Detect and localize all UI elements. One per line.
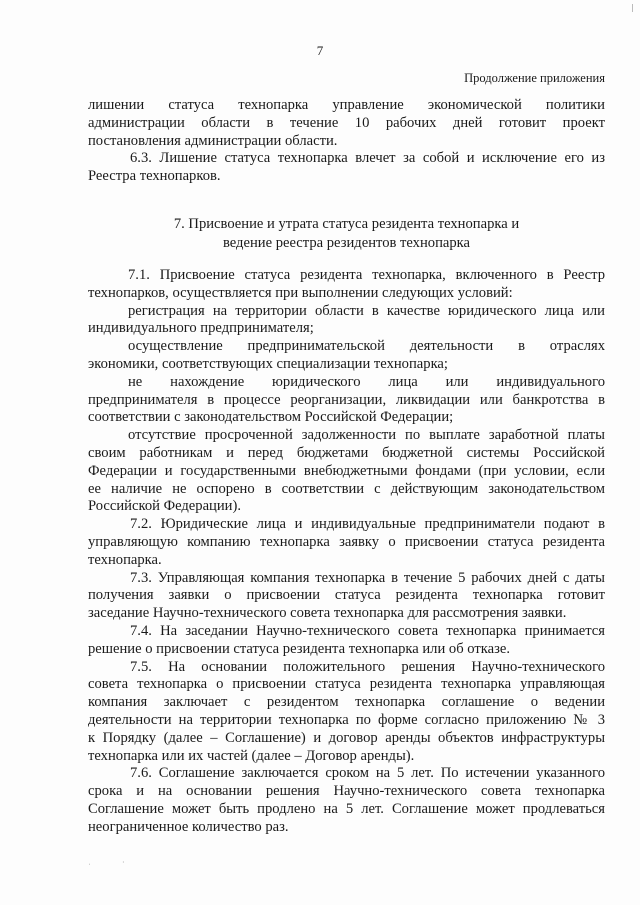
text-line: Российской Федерации). <box>88 498 241 515</box>
section-7-body <box>88 267 605 837</box>
text-line: лишении статуса технопарка управление экономической политики <box>88 97 605 113</box>
text-line: технопарка или их частей (далее – Договор аренды). <box>88 747 415 764</box>
continuation-note: Продолжение приложения <box>464 71 605 85</box>
text-line: 7.6. Соглашение заключается сроком на 5 лет. По истечении указанного <box>130 765 605 782</box>
text-line: администрации области в течение 10 рабочих дней готовит проект <box>88 114 605 131</box>
text-line: не нахождение юридического лица или индивидуального <box>128 373 605 390</box>
text-line: получения заявки о присвоении статуса резидента технопарка готовит <box>88 587 605 604</box>
text-line: 7.1. Присвоение статуса резидента технопарка, включенного в Реестр <box>128 267 605 283</box>
section-6-tail <box>88 97 605 186</box>
text-line: индивидуального предпринимателя; <box>88 320 314 337</box>
text-line: заседание Научно-технического совета технопарка для рассмотрения заявки. <box>88 605 567 622</box>
text-line: к Порядку (далее – Соглашение) и договор аренды объектов инфраструктуры <box>88 729 605 746</box>
text-line: Федерации и государственными внебюджетными фондами (при условии, если <box>88 462 605 479</box>
text-line: своим работникам и перед бюджетами бюджетной системы Российской <box>88 444 605 461</box>
text-line: регистрация на территории области в качестве юридического лица или <box>128 302 605 319</box>
text-line: совета технопарка о присвоении статуса резидента технопарка управляющая <box>88 676 605 693</box>
section-7-heading <box>88 215 605 252</box>
text-line: 7.3. Управляющая компания технопарка в течение 5 рабочих дней с даты <box>130 569 605 586</box>
text-line: управляющую компанию технопарка заявку о присвоении статуса резидента <box>88 533 605 550</box>
text-line: предпринимателя в процессе реорганизации, ликвидации или банкротства в <box>88 391 605 408</box>
scan-speck: ˌ <box>88 856 91 865</box>
page-number: 7 <box>316 43 324 58</box>
heading-line: ведение реестра резидентов технопарка <box>222 234 471 251</box>
text-line: Соглашение может быть продлено на 5 лет. Соглашение может продлеваться <box>88 800 605 817</box>
text-line: постановления администрации области. <box>88 132 338 149</box>
text-line: ее наличие не оспорено в соответствии с действующим законодательством <box>88 480 605 497</box>
text-line: 7.5. На основании положительного решения Научно-технического <box>130 658 605 675</box>
text-line: компания заключает с резидентом технопарка соглашение о ведении <box>88 694 605 711</box>
text-line: технопарка. <box>88 551 162 568</box>
text-line: деятельности на территории технопарка по форме согласно приложению № 3 <box>88 711 605 728</box>
text-line: экономики, соответствующих специализации технопарка; <box>88 355 448 372</box>
text-line: неограниченное количество раз. <box>88 818 289 835</box>
text-line: соответствии с законодательством Российской Федерации; <box>88 409 454 426</box>
text-line: 7.2. Юридические лица и индивидуальные предприниматели подают в <box>130 516 605 533</box>
text-line: 6.3. Лишение статуса технопарка влечет за собой и исключение его из <box>130 150 605 167</box>
text-line: 7.4. На заседании Научно-технического совета технопарка принимается <box>130 622 605 639</box>
text-line: срока и на основании решения Научно-технического совета технопарка <box>88 783 605 800</box>
text-line: Реестра технопарков. <box>88 168 221 185</box>
text-line: решение о присвоении статуса резидента технопарка или об отказе. <box>88 640 510 657</box>
text-line: технопарков, осуществляется при выполнении следующих условий: <box>88 284 513 301</box>
scan-edge-mark <box>632 4 636 12</box>
text-line: осуществление предпринимательской деятельности в отраслях <box>128 338 605 355</box>
text-line: отсутствие просроченной задолженности по выплате заработной платы <box>128 427 605 444</box>
heading-line: 7. Присвоение и утрата статуса резидента технопарка и <box>173 216 520 232</box>
scan-speck: · <box>122 858 125 867</box>
